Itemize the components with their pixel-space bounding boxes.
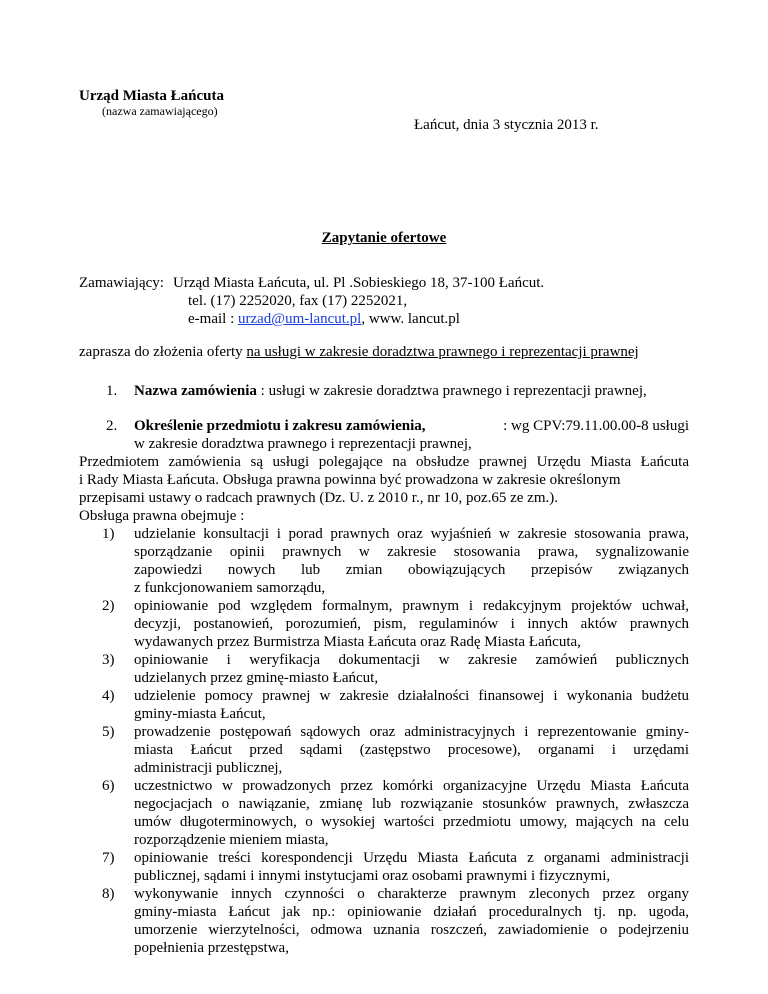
list-item-line: miasta Łańcut przed sądami (zastępstwo procesowe), organami i urzędami <box>134 742 689 758</box>
section-1-heading: Nazwa zamówienia <box>134 383 257 399</box>
list-item-line: umorzenie wierzytelności, odmowa uznania roszczeń, zawiadomienie o podejrzeniu <box>134 922 689 938</box>
list-item-line: udzielanie konsultacji i porad prawnych oraz wyjaśnień w zakresie stosowania prawa, <box>134 526 689 542</box>
section-2-heading: Określenie przedmiotu i zakresu zamówienia, <box>134 418 426 434</box>
contact-phone: tel. (17) 2252020, fax (17) 2252021, <box>188 293 408 309</box>
list-item-number: 4) <box>102 688 115 704</box>
list-item-line: prowadzenie postępowań sądowych oraz administracyjnych i reprezentowanie gminy- <box>134 724 689 740</box>
list-item-line: udzielenie pomocy prawnej w zakresie działalności finansowej i wykonania budżetu <box>134 688 689 704</box>
list-item-line: wydawanych przez Burmistrza Miasta Łańcuta oraz Radę Miasta Łańcuta, <box>134 634 581 650</box>
invitation-subject: na usługi w zakresie doradztwa prawnego i reprezentacji prawnej <box>246 344 639 360</box>
paragraph-line-3: przepisami ustawy o radcach prawnych (Dz. U. z 2010 r., nr 10, poz.65 ze zm.). <box>79 490 559 506</box>
list-item-number: 3) <box>102 652 115 668</box>
list-item-line: z funkcjonowaniem samorządu, <box>134 580 326 596</box>
list-item-line: uczestnictwo w prowadzonych przez komórki organizacyjne Urzędu Miasta Łańcuta <box>134 778 689 794</box>
list-item-number: 5) <box>102 724 115 740</box>
list-item-line: opiniowanie pod względem formalnym, prawnym i redakcyjnym projektów uchwał, <box>134 598 689 614</box>
list-item-line: administracji publicznej, <box>134 760 283 776</box>
website-text: , www. lancut.pl <box>361 311 460 327</box>
email-prefix: e-mail : <box>188 311 235 327</box>
list-item-line: opiniowanie treści korespondencji Urzędu Miasta Łańcuta z organami administracji <box>134 850 689 866</box>
list-item-number: 7) <box>102 850 115 866</box>
list-item-line: gminy-miasta Łańcut, <box>134 706 266 722</box>
list-item-line: umów długoterminowych, o wysokiej wartości przedmiotu umowy, mających na celu <box>134 814 689 830</box>
list-item-line: opiniowanie i weryfikacja dokumentacji w zakresie zamówień publicznych <box>134 652 689 668</box>
section-2-number: 2. <box>106 418 118 434</box>
list-item-number: 2) <box>102 598 115 614</box>
section-2-continuation: w zakresie doradztwa prawnego i reprezentacji prawnej, <box>134 436 472 452</box>
section-2-description: : wg CPV:79.11.00.00-8 usługi <box>503 418 689 434</box>
list-item-line: negocjacjach o nawiązanie, zmianę lub rozwiązanie stosunków prawnych, zwłaszcza <box>134 796 689 812</box>
email-link[interactable]: urzad@um-lancut.pl <box>237 311 362 327</box>
contact-email-line <box>188 311 460 328</box>
list-item-line: sporządzanie opinii prawnych w zakresie stosowania prawa, sygnalizowanie <box>134 544 689 560</box>
list-item-line: decyzji, postanowień, porozumień, pism, regulaminów i innych aktów prawnych <box>134 616 689 632</box>
contact-label: Zamawiający: <box>79 275 164 291</box>
organization-subtitle: (nazwa zamawiającego) <box>102 104 218 118</box>
section-1-description: : usługi w zakresie doradztwa prawnego i reprezentacji prawnej, <box>256 383 647 399</box>
list-item-number: 1) <box>102 526 115 542</box>
paragraph-line-4: Obsługa prawna obejmuje : <box>79 508 245 524</box>
document-title: Zapytanie ofertowe <box>321 230 447 246</box>
paragraph-line-text: Przedmiotem zamówienia są usługi polegające na obsłudze prawnej Urzędu Miasta Łańcuta <box>79 454 689 470</box>
list-item-number: 6) <box>102 778 115 794</box>
list-item-line: popełnienia przestępstwa, <box>134 940 289 956</box>
section-1-number: 1. <box>106 383 118 399</box>
list-item-number: 8) <box>102 886 115 902</box>
contact-address: Urząd Miasta Łańcuta, ul. Pl .Sobieskiego 18, 37-100 Łańcut. <box>173 275 545 291</box>
paragraph-line <box>79 454 689 471</box>
description-paragraph <box>79 454 689 471</box>
list-item-line: gminy-miasta Łańcut jak np.: opiniowanie działań proceduralnych tj. np. ugoda, <box>134 904 689 920</box>
invitation-prefix: zaprasza do złożenia oferty <box>79 344 247 360</box>
list-item-line: publicznej, sądami i innymi instytucjami oraz osobami prawnymi i fizycznymi, <box>134 868 611 884</box>
paragraph-line-2: i Rady Miasta Łańcuta. Obsługa prawna powinna być prowadzona w zakresie określonym <box>79 472 621 488</box>
organization-name: Urząd Miasta Łańcuta <box>79 88 224 104</box>
list-item-line: udzielanych przez gminę-miasto Łańcut, <box>134 670 379 686</box>
section-2-text <box>134 418 689 435</box>
document-date: Łańcut, dnia 3 stycznia 2013 r. <box>414 117 599 133</box>
invitation-line <box>79 344 639 361</box>
list-item-line: wykonywanie innych czynności o charakterze prawnym zleconych przez organy <box>134 886 689 902</box>
list-item-line: rozporządzenie mieniem miasta, <box>134 832 329 848</box>
section-1-text <box>134 383 647 400</box>
list-item-line: zapowiedzi nowych lub zmian obowiązujących przepisów związanych <box>134 562 689 578</box>
